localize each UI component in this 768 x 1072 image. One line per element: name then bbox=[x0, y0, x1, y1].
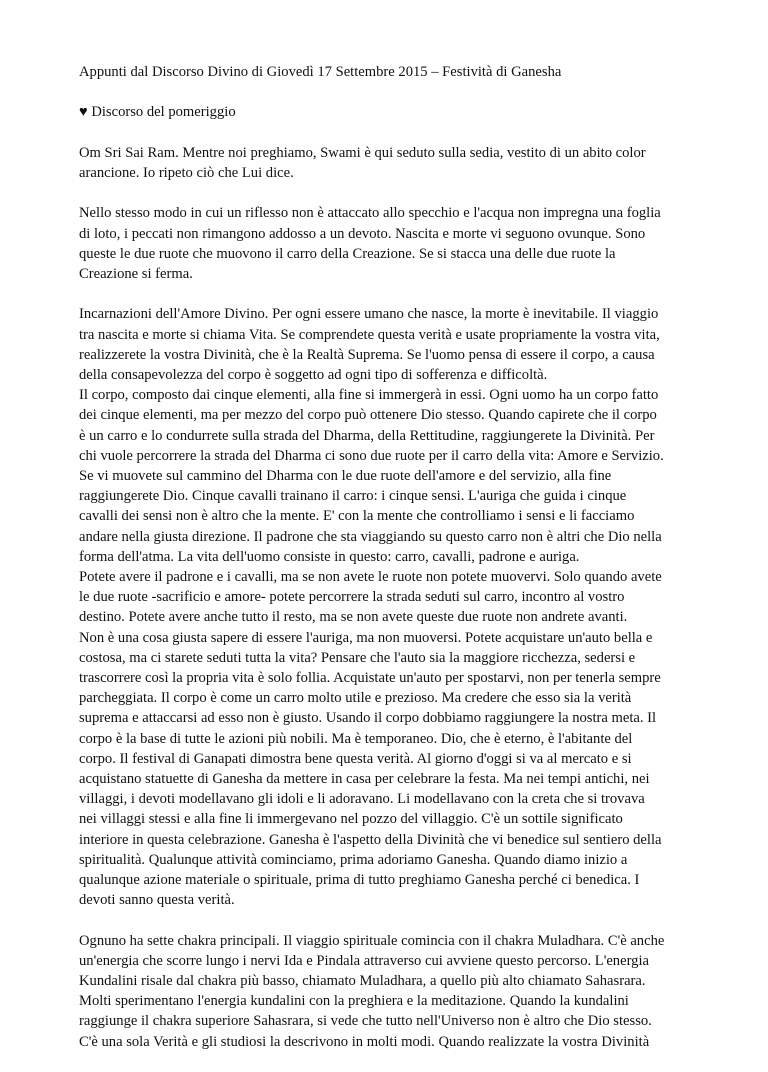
text-line: raggiungerete Dio. Cinque cavalli trainano il carro: i cinque sensi. L'auriga che guida i cinque bbox=[79, 488, 627, 505]
text-line: devoti sanno questa verità. bbox=[79, 892, 235, 909]
text-line: Il corpo, composto dai cinque elementi, alla fine si immergerà in essi. Ogni uomo ha un corpo fatto bbox=[79, 387, 659, 404]
text-line: queste le due ruote che muovono il carro della Creazione. Se si stacca una delle due ruote la bbox=[79, 245, 616, 262]
text-line: è un carro e lo condurrete sulla strada del Dharma, della Rettitudine, raggiungerete la Divinità. Per bbox=[79, 427, 655, 444]
text-line: Creazione si ferma. bbox=[79, 265, 193, 282]
text-line: realizzerete la vostra Divinità, che è la Realtà Suprema. Se l'uomo pensa di essere il corpo, a causa bbox=[79, 346, 655, 363]
text-line: parcheggiata. Il corpo è come un carro molto utile e prezioso. Ma credere che esso sia la verità bbox=[79, 690, 632, 707]
text-line: andare nella giusta direzione. Il padrone che sta viaggiando su questo carro non è altri che Dio nella bbox=[79, 528, 662, 545]
text-line: villaggi, i devoti modellavano gli idoli e li adoravano. Li modellavano con la creta che si trovava bbox=[79, 791, 645, 808]
text-line: nei villaggi stessi e alla fine li immergevano nel pozzo del villaggio. C'è un sottile significato bbox=[79, 811, 623, 828]
document-title: Appunti dal Discorso Divino di Giovedì 17 Settembre 2015 – Festività di Ganesha bbox=[79, 64, 562, 80]
text-line: costosa, ma ci starete seduti tutta la vita? Pensare che l'auto sia la maggiore ricchezza, sedersi e bbox=[79, 649, 636, 666]
text-line: interiore in questa celebrazione. Ganesha è l'aspetto della Divinità che vi benedice sul sentiero della bbox=[79, 831, 662, 848]
text-line: tra nascita e morte si chiama Vita. Se comprendete questa verità e usate propriamente la vostra vita, bbox=[79, 326, 660, 343]
text-line: Non è una cosa giusta sapere di essere l'auriga, ma non muoversi. Potete acquistare un'auto bella e bbox=[79, 629, 653, 646]
text-line: destino. Potete avere anche tutto il resto, ma se non avete queste due ruote non andrete avanti. bbox=[79, 609, 628, 626]
document-body bbox=[79, 143, 719, 1052]
text-line: spiritualità. Qualunque attività cominciamo, prima adoriamo Ganesha. Quando diamo inizio a bbox=[79, 851, 628, 868]
text-line: acquistano statuette di Ganesha da mettere in casa per celebrare la festa. Ma nei tempi antichi, nei bbox=[79, 771, 650, 788]
text-line: C'è una sola Verità e gli studiosi la descrivono in molti modi. Quando realizzate la vostra Divinità bbox=[79, 1033, 650, 1050]
text-line: qualunque azione materiale o spirituale, prima di tutto preghiamo Ganesha perché ci benedica. I bbox=[79, 872, 640, 889]
text-line: di loto, i peccati non rimangono addosso a un devoto. Nascita e morte vi seguono ovunque. Sono bbox=[79, 225, 646, 242]
text-line: trascorrere così la propria vita è solo follia. Acquistate un'auto per spostarvi, non per tenerla sempre bbox=[79, 670, 661, 687]
text-line: Se vi muovete sul cammino del Dharma con le due ruote dell'amore e del servizio, alla fine bbox=[79, 468, 612, 484]
text-line: Nello stesso modo in cui un riflesso non è attaccato allo specchio e l'acqua non impregna una foglia bbox=[79, 205, 661, 222]
text-line: della consapevolezza del corpo è soggetto ad ogni tipo di sofferenza e difficoltà. bbox=[79, 366, 548, 383]
section-label: Discorso del pomeriggio bbox=[87, 104, 236, 121]
body-paragraph bbox=[79, 143, 719, 183]
text-line: corpo è la base di tutte le azioni più nobili. Ma è temporaneo. Dio, che è eterno, è l'abitante del bbox=[79, 730, 633, 747]
text-line: Potete avere il padrone e i cavalli, ma se non avete le ruote non potete muovervi. Solo quando avete bbox=[79, 569, 662, 586]
text-line: dei cinque elementi, ma per mezzo del corpo può ottenere Dio stesso. Quando capirete che il corpo bbox=[79, 407, 657, 424]
text-line: Molti sperimentano l'energia kundalini con la preghiera e la meditazione. Quando la kundalini bbox=[79, 993, 629, 1010]
text-line: raggiunge il chakra superiore Sahasrara, si vede che tutto nell'Universo non è altro che Dio stesso. bbox=[79, 1013, 652, 1030]
text-line: Kundalini risale dal chakra più basso, chiamato Muladhara, a quello più alto chiamato Sahasrara. bbox=[79, 973, 646, 990]
text-line: cavalli dei sensi non è altro che la mente. E' con la mente che controlliamo i sensi e li facciamo bbox=[79, 508, 635, 525]
text-line: forma dell'atma. La vita dell'uomo consiste in questo: carro, cavalli, padrone e auriga. bbox=[79, 548, 580, 565]
document-page bbox=[79, 62, 719, 1072]
body-paragraph bbox=[79, 203, 719, 284]
text-line: Ognuno ha sette chakra principali. Il viaggio spirituale comincia con il chakra Muladhara. C'è anche bbox=[79, 932, 665, 949]
text-line: Om Sri Sai Ram. Mentre noi preghiamo, Swami è qui seduto sulla sedia, vestito di un abito color bbox=[79, 144, 646, 161]
text-line: Incarnazioni dell'Amore Divino. Per ogni essere umano che nasce, la morte è inevitabile. Il viaggio bbox=[79, 306, 659, 323]
heart-icon: ♥ bbox=[79, 104, 88, 121]
section-heading bbox=[79, 102, 719, 122]
text-line: suprema e attaccarsi ad esso non è giusto. Usando il corpo dobbiamo raggiungere la nostra meta. Il bbox=[79, 710, 657, 727]
body-paragraph bbox=[79, 304, 719, 910]
text-line: un'energia che scorre lungo i nervi Ida e Pindala attraverso cui avviene questo percorso. L'energia bbox=[79, 952, 650, 969]
text-line: le due ruote -sacrificio e amore- potete percorrere la strada seduti sul carro, incontro al vostro bbox=[79, 589, 625, 606]
text-line: chi vuole percorrere la strada del Dharma ci sono due ruote per il carro della vita: Amore e Servizio. bbox=[79, 447, 664, 464]
body-paragraph bbox=[79, 931, 719, 1052]
text-line: corpo. Il festival di Ganapati dimostra bene questa verità. Al giorno d'oggi si va al mercato e si bbox=[79, 750, 632, 767]
text-line: arancione. Io ripeto ciò che Lui dice. bbox=[79, 164, 294, 181]
